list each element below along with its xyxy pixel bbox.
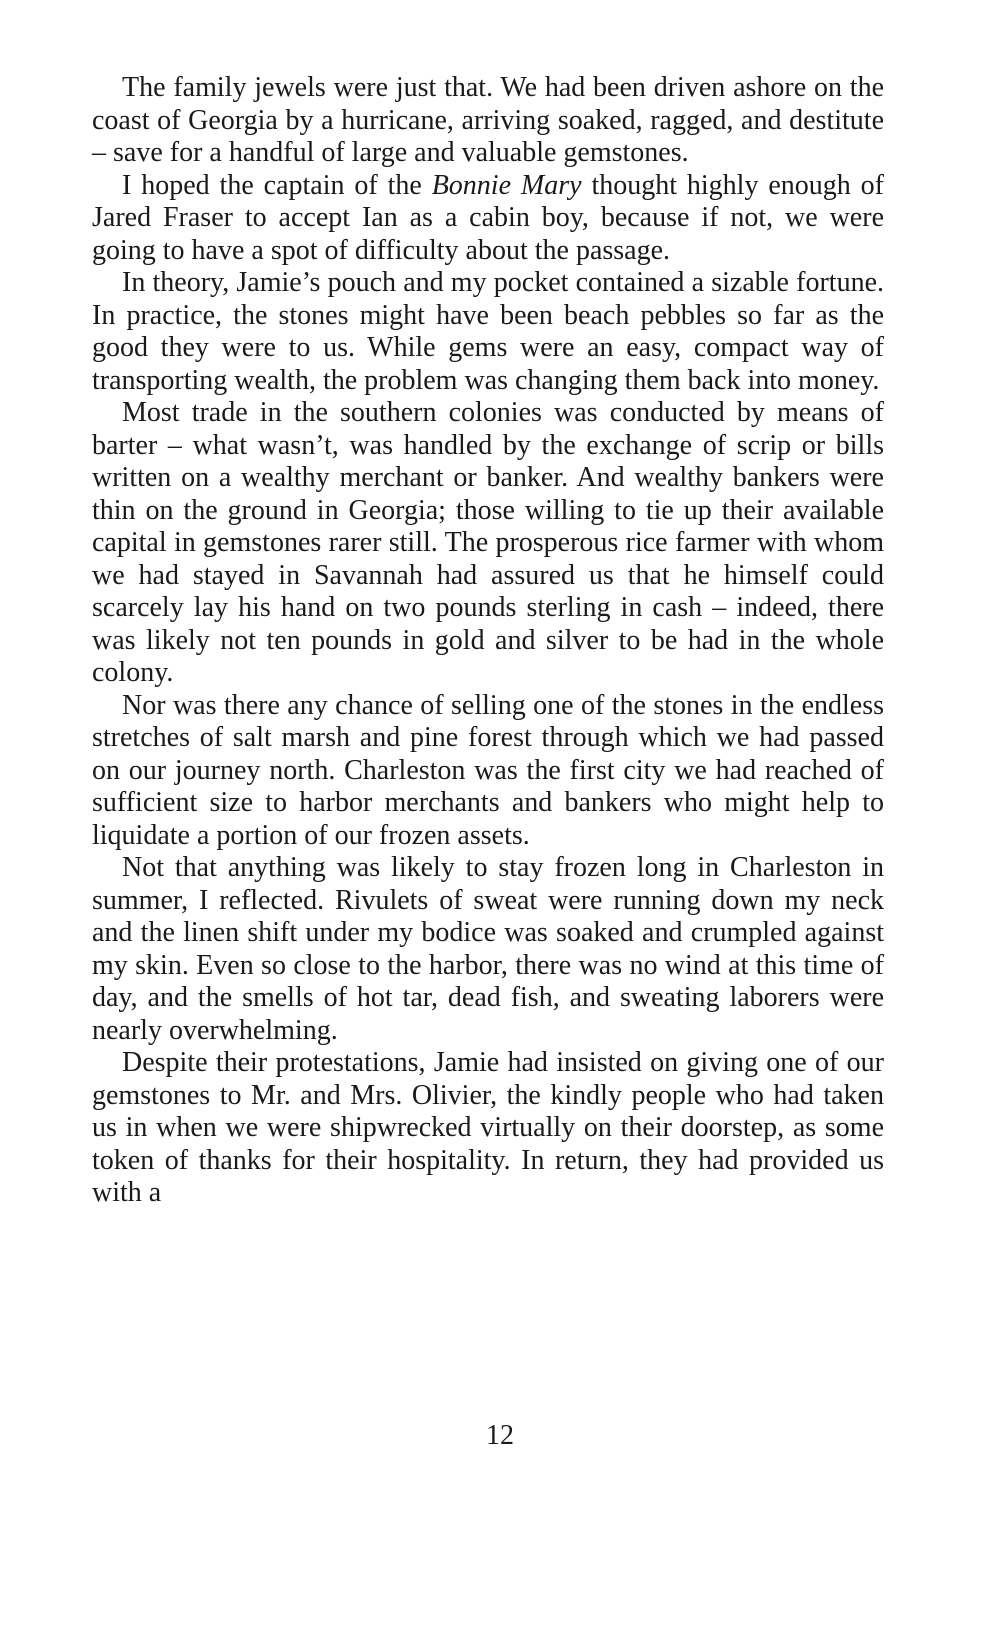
ship-name: Bonnie Mary — [431, 169, 582, 201]
paragraph-1: The family jewels were just that. We had been driven ashore on the coast of Georgia by a hurricane, arriving soaked, ragged, and destitute – save for a handful of large and valuable gemstones. — [92, 72, 884, 168]
paragraph-2 — [92, 170, 884, 268]
paragraph-4: Most trade in the southern colonies was conducted by means of barter – what wasn’t, was handled by the exchange of scrip or bills written on a wealthy merchant or banker. And wealthy bankers were thin on the ground in Georgia; those willing to tie up their available capital in gemstones rarer still. The prosperous rice farmer with whom we had stayed in Savannah had assured us that he himself could scarcely lay his hand on two pounds sterling in cash – indeed, there was likely not ten pounds in gold and silver to be had in the whole colony. — [92, 397, 884, 688]
page-number: 12 — [486, 1420, 514, 1451]
paragraph-2-start: I hoped the captain of the — [122, 169, 432, 201]
body-text — [92, 72, 884, 1210]
paragraph-7: Despite their protestations, Jamie had insisted on giving one of our gemstones to Mr. and Mrs. Olivier, the kindly people who had taken us in when we were shipwrecked virtually on their doorstep, as some token of thanks for their hospitality. In return, they had provided us with a — [92, 1047, 884, 1208]
paragraph-2-end: thought highly enough of Jared Fraser to accept Ian as a cabin boy, because if not, we were going to have a spot of difficulty about the passage. — [92, 169, 884, 266]
paragraph-6: Not that anything was likely to stay frozen long in Charleston in summer, I reflected. Rivulets of sweat were running down my neck and the linen shift under my bodice was soaked and crumpled against my skin. Even so close to the harbor, there was no wind at this time of day, and the smells of hot tar, dead fish, and sweating laborers were nearly overwhelming. — [92, 852, 884, 1046]
paragraph-5: Nor was there any chance of selling one of the stones in the endless stretches of salt marsh and pine forest through which we had passed on our journey north. Charleston was the first city we had reached of sufficient size to harbor merchants and bankers who might help to liquidate a portion of our frozen assets. — [92, 689, 884, 851]
paragraph-3: In theory, Jamie’s pouch and my pocket contained a sizable fortune. In practice, the stones might have been beach pebbles so far as the good they were to us. While gems were an easy, compact way of transporting wealth, the problem was changing them back into money. — [92, 267, 884, 396]
